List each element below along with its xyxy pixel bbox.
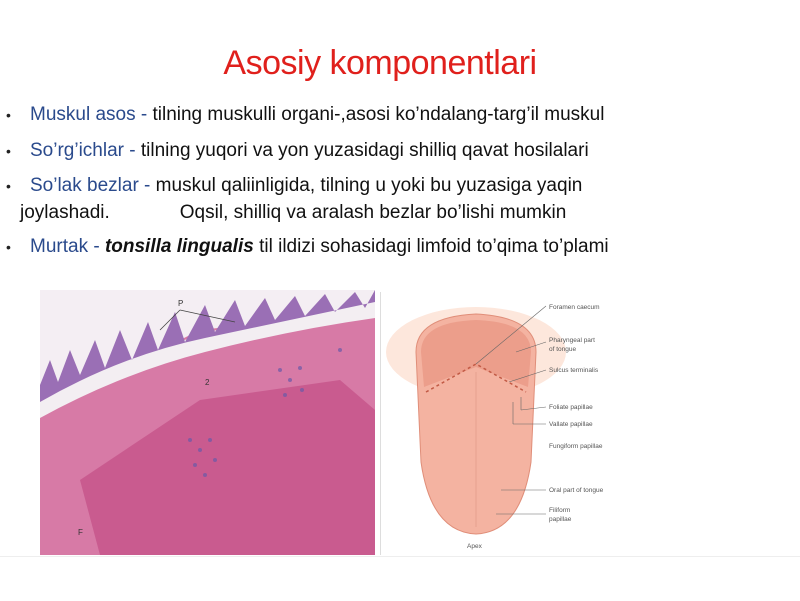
diagram-label: Sulcus terminalis	[549, 367, 599, 374]
bullet-icon: •	[6, 178, 11, 194]
bullet-term: So’lak bezlar -	[30, 175, 156, 196]
tongue-illustration	[381, 292, 643, 555]
bullet-icon: •	[6, 143, 11, 159]
diagram-label: Foliate papillae	[549, 404, 593, 411]
histology-label: P	[178, 299, 184, 308]
bullet-text: muskul qaliinligida, tilning u yoki bu yuzasiga yaqin	[155, 175, 583, 196]
bullet-icon: •	[6, 107, 11, 123]
diagram-label: Pharyngeal part	[549, 337, 595, 344]
histology-label: F	[78, 528, 83, 537]
bullet-text: tilning muskulli organi-,asosi ko’ndalang-targ’il muskul	[152, 104, 605, 125]
tongue-diagram	[380, 292, 643, 555]
diagram-label: Vallate papillae	[549, 421, 593, 428]
histology-label: 2	[205, 378, 210, 387]
bullet-text: tilning yuqori va yon yuzasidagi shilliq qavat hosilalari	[140, 140, 589, 161]
bullet-term: Murtak -	[30, 236, 105, 257]
bullet-text: til ildizi sohasidagi limfoid to’qima to’plami	[253, 236, 609, 257]
diagram-label: of tongue	[549, 346, 577, 353]
diagram-label: Oral part of tongue	[549, 487, 604, 494]
diagram-label: Filiform	[549, 507, 571, 514]
bullet-latin-term: tonsilla lingualis	[104, 236, 254, 257]
bullet-text: Oqsil, shilliq va aralash bezlar bo’lishi mumkin	[179, 202, 567, 223]
histology-illustration	[40, 290, 375, 555]
diagram-label: Foramen caecum	[549, 304, 600, 311]
bullet-icon: •	[6, 239, 11, 255]
diagram-label: Apex	[467, 543, 482, 550]
bullet-term: So’rg’ichlar -	[30, 140, 141, 161]
diagram-label: Fungiform papillae	[549, 443, 603, 450]
page-title: Asosiy komponentlari	[223, 44, 537, 82]
histology-image	[40, 290, 375, 555]
bullet-term: Muskul asos -	[30, 104, 153, 125]
diagram-label: papillae	[549, 516, 572, 523]
bottom-band	[0, 556, 800, 601]
bullet-text: joylashadi.	[20, 202, 110, 223]
